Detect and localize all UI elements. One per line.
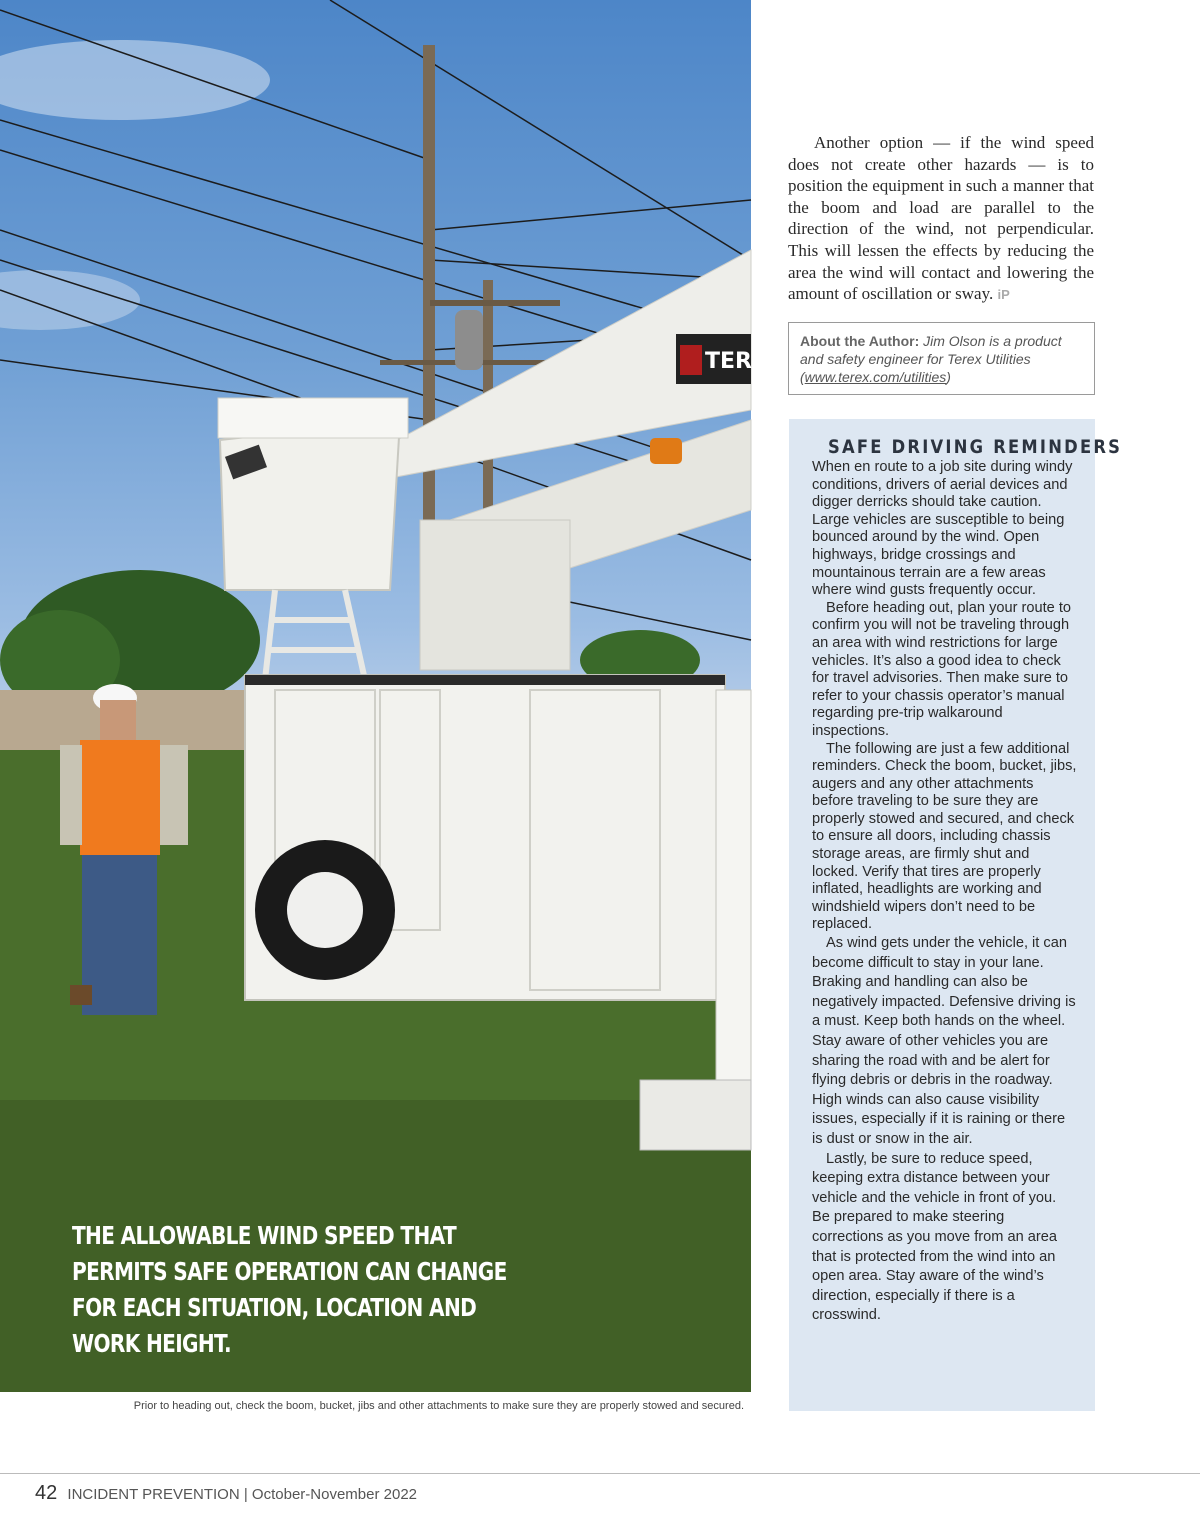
pull-quote: THE ALLOWABLE WIND SPEED THAT PERMITS SAFE OPERATION CAN CHANGE FOR EACH SITUATION, LOCATION AND WORK HEIGHT. xyxy=(72,1221,507,1358)
truck-brand-label: TEREX xyxy=(705,349,784,374)
author-label: About the Author: xyxy=(800,333,920,349)
safe-driving-sidebar xyxy=(789,419,1123,1411)
sidebar-paragraph: Before heading out, plan your route to confirm you will not be traveling through an area with wind restrictions for large vehicles. It’s also a good idea to check for travel advisories. Then make sure to refer to your chassis operator’s manual regarding pre-trip walkaround inspections. xyxy=(812,599,1072,739)
sidebar-paragraph: The following are just a few additional reminders. Check the boom, bucket, jibs, augers and any other attachments before traveling to be sure they are properly stowed and secured, and check to ensure all doors, including chassis storage areas, are firmly shut and locked. Verify that tires are properly inflated, headlights are working and windshield wipers don’t need to be replaced. xyxy=(812,740,1077,933)
photo-caption: Prior to heading out, check the boom, bucket, jibs and other attachments to make sure they are properly stowed and secured. xyxy=(133,1400,744,1412)
publication-name: INCIDENT PREVENTION xyxy=(67,1486,240,1503)
sidebar-paragraph: As wind gets under the vehicle, it can become difficult to stay in your lane. Braking and handling can also be negatively impacted. Defensive driving is a must. Keep both hands on the wheel. Stay aware of other vehicles you are sharing the road with and be alert for flying debris or debris in the roadway. High winds can also cause visibility issues, especially if it is raining or there is dust or snow in the air. xyxy=(812,935,1076,1147)
sidebar-paragraph: When en route to a job site during windy conditions, drivers of aerial devices and digger derricks should take caution. Large vehicles are susceptible to being bounced around by the wind. Open highways, bridge crossings and mountainous terrain are a few areas where wind gusts frequently occur. xyxy=(812,459,1073,599)
author-link[interactable]: www.terex.com/utilities xyxy=(804,369,947,385)
beacon xyxy=(650,438,682,464)
bucket xyxy=(220,420,400,590)
page-number: 42 xyxy=(35,1482,58,1504)
article-body: Another option — if the wind speed does not create other hazards — is to position the equipment in such a manner that the boom and load are parallel to the direction of the wind, not perpendicular. This will lessen the effects by reducing the area the wind will contact and lowering the amount of oscillation or sway. xyxy=(788,133,1094,304)
sidebar-paragraph: Lastly, be sure to reduce speed, keeping extra distance between your vehicle and the vehicle in front of you. Be prepared to make steering corrections as you move from an area that is protected from the wind into an open area. Stay aware of the wind’s direction, especially if there is a crosswind. xyxy=(812,1150,1057,1324)
transformer xyxy=(455,310,483,370)
footer-separator: | xyxy=(243,1486,248,1503)
sidebar-title: SAFE DRIVING REMINDERS xyxy=(828,436,1123,458)
article-paragraph xyxy=(788,132,1094,306)
issue-date: October-November 2022 xyxy=(251,1486,418,1503)
ladder xyxy=(265,590,365,680)
ip-end-mark-icon: iP xyxy=(997,287,1010,303)
author-bio: Jim Olson is a product and safety engineer for Terex Utilities xyxy=(800,333,1062,367)
page-footer xyxy=(35,1482,417,1505)
footer-divider xyxy=(0,1473,1200,1474)
author-box: About the Author: Jim Olson is a product and safety engineer for Terex Utilities (www.terex.com/utilities) xyxy=(788,322,1095,395)
